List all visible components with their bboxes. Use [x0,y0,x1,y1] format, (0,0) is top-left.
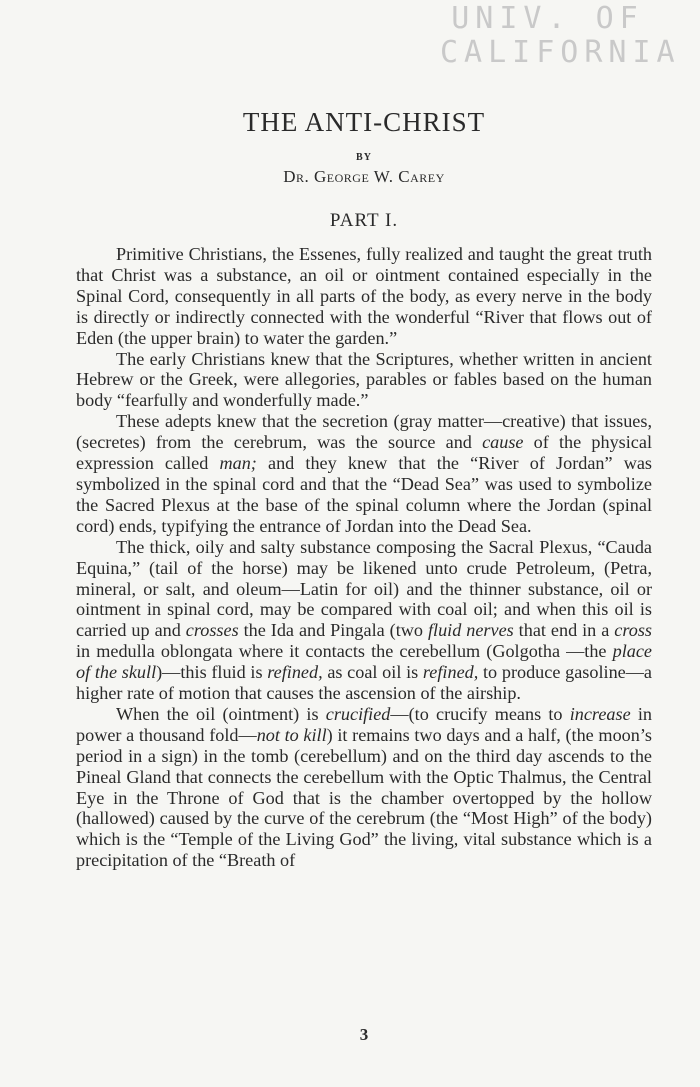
byline-label: BY [356,152,372,163]
paragraph-5-text: When the oil (ointment) is [116,703,326,724]
paragraph-4-text: as coal oil is [322,662,423,683]
emphasis-crucified: crucified [325,703,391,724]
body-text [76,244,652,871]
paragraph-5-text: in power a thousand fold— [76,703,653,745]
paragraph-4-text: that end in a [513,620,615,641]
emphasis-place-of-skull: place of the skull [76,641,652,683]
emphasis-fluid-nerves: fluid nerves [427,620,514,641]
emphasis-refined: refined, [267,662,323,683]
paragraph-2: The early Christians knew that the Scriptures, whether written in ancient Hebrew or the Greek, were allegories, parables or fables based on the human body “fearfully and wonderfully made.” [76,348,652,411]
paragraph-3 [76,411,652,536]
emphasis-cause: cause [482,432,524,453]
emphasis-cross: cross [614,620,652,641]
emphasis-man: man; [219,453,257,474]
paragraph-5 [76,704,652,871]
paragraph-4-text: the Ida and Pingala (two [238,620,428,641]
emphasis-increase: increase [569,703,631,724]
word-dead: Dead [457,515,497,536]
library-stamp [440,1,681,70]
paragraph-4-text: )—this fluid is [156,662,268,683]
paragraph-1: Primitive Christians, the Essenes, fully realized and taught the great truth that Christ was a substance, an oil or ointment contained especially in the Spinal Cord, consequently in all parts of the body, as every nerve in the body is directly or indirectly connected with the wonderful “River that flows out of Eden (the upper brain) to water the garden.” [76,244,652,348]
paragraph-3-text: Sea. [496,515,532,536]
part-heading: PART I. [329,210,399,231]
author-name: Dr. George W. Carey [283,167,445,186]
paragraph-5-text: ) it remains two days and a half, (the moon’s period in a sign) in the tomb (cerebellum) and on the third day ascends to the Pineal Gland that connects the cerebellum with the Optic Thalmus, the Central Eye in the Throne of God that is the chamber overtopped by the hollow (hallowed) caused by the curve of the cerebrum (the “Most High” of the body) which is the “Temple of the Living God” the living, vital substance which is a precipitation of the “Breath of [76,724,652,871]
paragraph-3-text: Sea” was used to symbolize the Sacred Plexus at the base of the spinal column where the Jordan (spinal cord) ends, typifying the entrance of Jordan into the [76,473,652,536]
paragraph-4 [76,537,652,704]
word-dead: Dead [400,473,440,494]
stamp-line-1: UNIV. OF [451,1,644,36]
paragraph-3-text: and they knew that the “River of Jordan” was symbolized in the spinal cord and that the “ [76,453,653,494]
paragraph-5-text: —(to crucify means to [390,703,570,724]
emphasis-refined: refined, [422,662,479,683]
paragraph-3-text: These adepts knew that the secretion (gray matter—creative) that issues, (secretes) from the cerebrum, was the source and [76,411,652,453]
stamp-line-2: CALIFORNIA [440,35,681,70]
document-title: THE ANTI-CHRIST [242,107,486,137]
paragraph-3-text: of the physical expression called [76,432,652,474]
paragraph-4-text: to produce gasoline—a higher rate of motion that causes the ascension of the airship. [76,662,652,704]
paragraph-4-text: The thick, oily and salty substance composing the Sacral Plexus, “Cauda Equina,” (tail of the horse) may be likened unto crude Petroleum, (Petra, mineral, or salt, and oleum—Latin for oil) and the thinner substance, oil or ointment in spinal cord, may be compared with coal oil; and when this oil is carried up and [76,536,652,641]
paragraph-4-text: in medulla oblongata where it contacts the cerebellum (Golgotha —the [76,641,613,662]
emphasis-not-to-kill: not to kill [256,724,327,745]
page-number: 3 [359,1025,369,1044]
page-content [76,106,652,871]
emphasis-crosses: crosses [185,620,239,641]
